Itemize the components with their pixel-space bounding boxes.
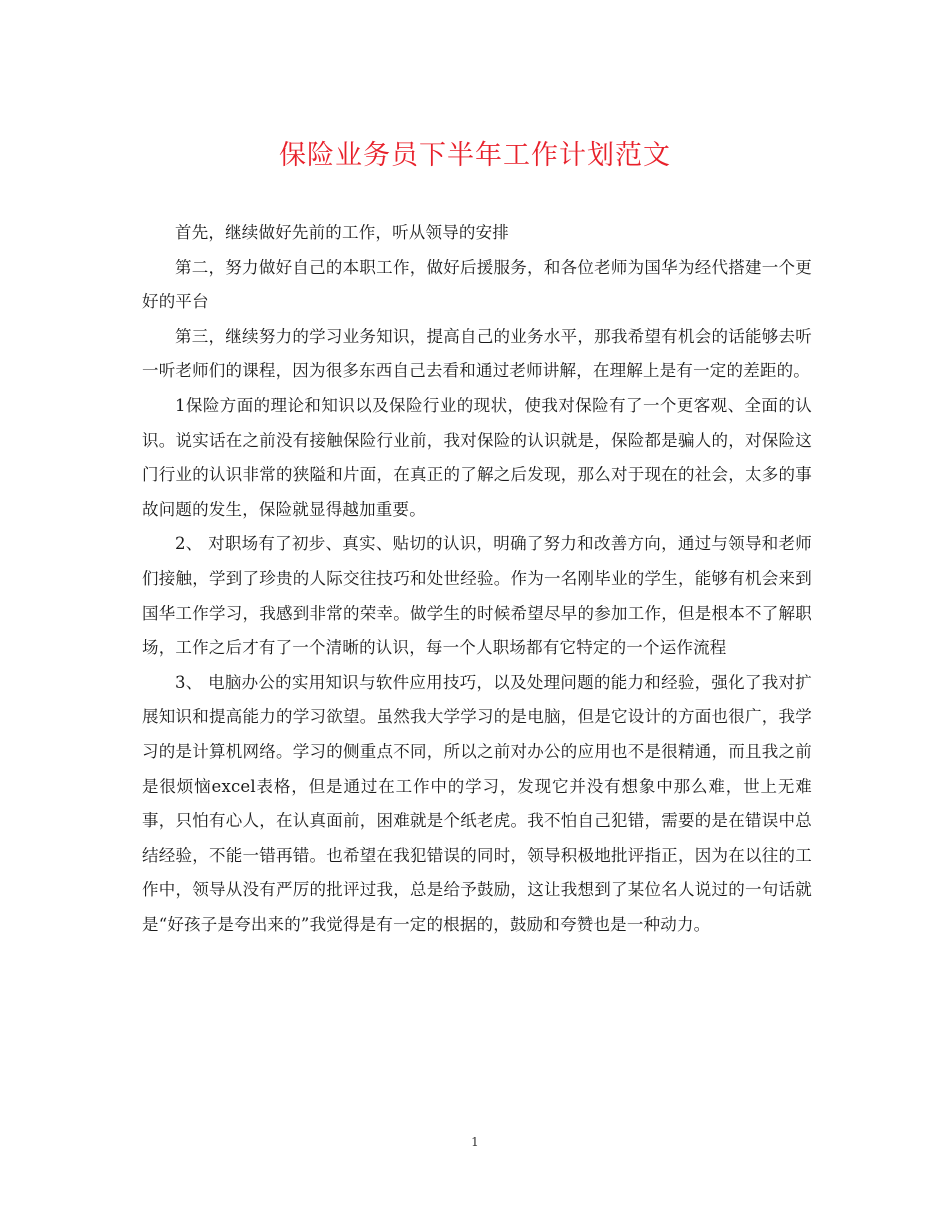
paragraph-4: 1保险方面的理论和知识以及保险行业的现状，使我对保险有了一个更客观、全面的认识。说实话在之前没有接触保险行业前，我对保险的认识就是，保险都是骗人的，对保险这门行业的认识非常的狭隘和片面，在真正的了解之后发现，那么对于现在的社会，太多的事故问题的发生，保险就显得越加重要。 (142, 395, 812, 519)
paragraph-2: 第二，努力做好自己的本职工作，做好后援服务，和各位老师为国华为经代搭建一个更好的平台 (142, 257, 812, 312)
paragraph-1: 首先，继续做好先前的工作，听从领导的安排 (175, 223, 509, 242)
document-body (142, 216, 812, 942)
page-number: 1 (471, 1135, 479, 1149)
paragraph-3: 第三，继续努力的学习业务知识，提高自己的业务水平，那我希望有机会的话能够去听一听老师们的课程，因为很多东西自己去看和通过老师讲解，在理解上是有一定的差距的。 (142, 326, 812, 381)
paragraph-5: 2、 对职场有了初步、真实、贴切的认识，明确了努力和改善方向，通过与领导和老师们接触，学到了珍贵的人际交往技巧和处世经验。作为一名刚毕业的学生，能够有机会来到国华工作学习，我感到非常的荣幸。做学生的时候希望尽早的参加工作，但是根本不了解职场，工作之后才有了一个清晰的认识，每一个人职场都有它特定的一个运作流程 (142, 534, 812, 658)
paragraph-6: 3、 电脑办公的实用知识与软件应用技巧，以及处理问题的能力和经验，强化了我对扩展知识和提高能力的学习欲望。虽然我大学学习的是电脑，但是它设计的方面也很广，我学习的是计算机网络。学习的侧重点不同，所以之前对办公的应用也不是很精通，而且我之前是很烦恼excel表格，但是通过在工作中的学习，发现它并没有想象中那么难，世上无难事，只怕有心人，在认真面前，困难就是个纸老虎。我不怕自己犯错，需要的是在错误中总结经验，不能一错再错。也希望在我犯错误的同时，领导积极地批评指正，因为在以往的工作中，领导从没有严厉的批评过我，总是给予鼓励，这让我想到了某位名人说过的一句话就是“好孩子是夸出来的”我觉得是有一定的根据的，鼓励和夸赞也是一种动力。 (142, 672, 812, 934)
document-title: 保险业务员下半年工作计划范文 (279, 140, 671, 171)
